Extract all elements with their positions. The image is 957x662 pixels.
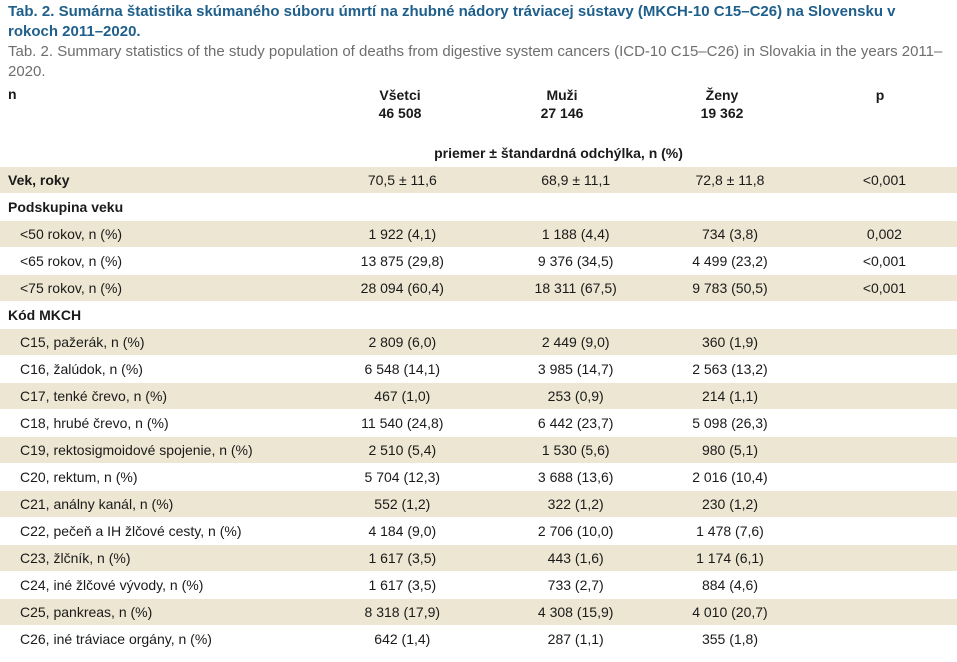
cell-men: 733 (2,7) [503,572,648,599]
cell-p [812,356,957,383]
table-row [0,491,957,518]
table-row [0,275,957,302]
stats-table-body [0,167,957,653]
cell-men: 443 (1,6) [503,545,648,572]
cell-men: 3 985 (14,7) [503,356,648,383]
cell-all: 4 184 (9,0) [301,518,503,545]
header-n: n [8,86,17,102]
header-men [492,86,632,122]
cell-men: 3 688 (13,6) [503,464,648,491]
cell-women: 5 098 (26,3) [648,410,812,437]
cell-women: 734 (3,8) [648,221,812,248]
cell-p [812,572,957,599]
cell-all [301,194,503,221]
cell-all: 642 (1,4) [301,626,503,653]
cell-men: 287 (1,1) [503,626,648,653]
cell-all: 5 704 (12,3) [301,464,503,491]
table-row [0,572,957,599]
cell-women: 884 (4,6) [648,572,812,599]
table-row [0,518,957,545]
cell-p [812,437,957,464]
row-label: C20, rektum, n (%) [0,464,301,491]
row-label: C26, iné tráviace orgány, n (%) [0,626,301,653]
row-label: C25, pankreas, n (%) [0,599,301,626]
cell-women: 360 (1,9) [648,329,812,356]
cell-p [812,302,957,329]
table-header [0,82,957,140]
row-label: C24, iné žlčové vývody, n (%) [0,572,301,599]
cell-women [648,302,812,329]
cell-women: 980 (5,1) [648,437,812,464]
cell-p [812,491,957,518]
header-all-n: 46 508 [378,105,422,121]
cell-all: 1 617 (3,5) [301,572,503,599]
cell-women: 355 (1,8) [648,626,812,653]
cell-p [812,329,957,356]
cell-men: 322 (1,2) [503,491,648,518]
cell-men: 68,9 ± 11,1 [503,167,648,194]
cell-all: 1 617 (3,5) [301,545,503,572]
cell-p [812,599,957,626]
cell-all: 2 809 (6,0) [301,329,503,356]
cell-men: 253 (0,9) [503,383,648,410]
cell-women: 214 (1,1) [648,383,812,410]
cell-p: <0,001 [812,275,957,302]
table-row [0,383,957,410]
header-women-label: Ženy [705,87,739,103]
cell-women: 4 010 (20,7) [648,599,812,626]
header-all-label: Všetci [379,87,421,103]
cell-women: 2 016 (10,4) [648,464,812,491]
cell-all [301,302,503,329]
table-row [0,410,957,437]
table-row [0,167,957,194]
header-women-n: 19 362 [700,105,744,121]
table-row [0,194,957,221]
cell-all: 13 875 (29,8) [301,248,503,275]
header-p: p [875,87,885,103]
row-label: C19, rektosigmoidové spojenie, n (%) [0,437,301,464]
cell-women: 1 478 (7,6) [648,518,812,545]
table-caption [0,0,957,82]
cell-all: 1 922 (4,1) [301,221,503,248]
cell-women [648,194,812,221]
cell-all: 11 540 (24,8) [301,410,503,437]
row-label: Podskupina veku [0,194,301,221]
header-men-label: Muži [546,87,578,103]
cell-women: 4 499 (23,2) [648,248,812,275]
cell-all: 6 548 (14,1) [301,356,503,383]
cell-men: 9 376 (34,5) [503,248,648,275]
row-label: C21, análny kanál, n (%) [0,491,301,518]
row-label: <50 rokov, n (%) [0,221,301,248]
row-label: C23, žlčník, n (%) [0,545,301,572]
cell-women: 1 174 (6,1) [648,545,812,572]
table-row [0,626,957,653]
cell-all: 552 (1,2) [301,491,503,518]
table-row [0,221,957,248]
cell-men: 18 311 (67,5) [503,275,648,302]
cell-men: 4 308 (15,9) [503,599,648,626]
cell-women: 72,8 ± 11,8 [648,167,812,194]
row-label: Vek, roky [0,167,301,194]
header-all [330,86,470,122]
cell-men: 2 706 (10,0) [503,518,648,545]
cell-p [812,518,957,545]
cell-women: 9 783 (50,5) [648,275,812,302]
cell-p [812,545,957,572]
cell-all: 2 510 (5,4) [301,437,503,464]
cell-p: 0,002 [812,221,957,248]
cell-all: 28 094 (60,4) [301,275,503,302]
cell-p [812,194,957,221]
row-label: <75 rokov, n (%) [0,275,301,302]
table-row [0,437,957,464]
stats-table [0,167,957,653]
row-label: C22, pečeň a IH žlčové cesty, n (%) [0,518,301,545]
cell-men: 2 449 (9,0) [503,329,648,356]
row-label: C15, pažerák, n (%) [0,329,301,356]
cell-all: 467 (1,0) [301,383,503,410]
table-row [0,356,957,383]
cell-women: 2 563 (13,2) [648,356,812,383]
header-men-n: 27 146 [540,105,584,121]
cell-p [812,464,957,491]
table-row [0,464,957,491]
cell-men [503,194,648,221]
table-row [0,599,957,626]
table-row [0,545,957,572]
cell-men: 1 188 (4,4) [503,221,648,248]
cell-p [812,626,957,653]
table-row [0,248,957,275]
row-label: <65 rokov, n (%) [0,248,301,275]
cell-all: 8 318 (17,9) [301,599,503,626]
cell-all: 70,5 ± 11,6 [301,167,503,194]
row-label: Kód MKCH [0,302,301,329]
cell-men: 6 442 (23,7) [503,410,648,437]
cell-p: <0,001 [812,167,957,194]
header-women [652,86,792,122]
table-row [0,329,957,356]
cell-women: 230 (1,2) [648,491,812,518]
cell-p [812,410,957,437]
table-subheader: priemer ± štandardná odchýlka, n (%) [434,145,683,161]
row-label: C16, žalúdok, n (%) [0,356,301,383]
cell-men: 1 530 (5,6) [503,437,648,464]
caption-title-sk: Tab. 2. Sumárna štatistika skúmaného súboru úmrtí na zhubné nádory tráviacej sústavy (MKCH-10 C15–C26) na Slovensku v rokoch 2011–2020. [8,3,896,40]
cell-men [503,302,648,329]
row-label: C17, tenké črevo, n (%) [0,383,301,410]
table-row [0,302,957,329]
row-label: C18, hrubé črevo, n (%) [0,410,301,437]
cell-p [812,383,957,410]
cell-p: <0,001 [812,248,957,275]
caption-title-en: Tab. 2. Summary statistics of the study population of deaths from digestive system cancers (ICD-10 C15–C26) in Slovakia in the years 2011–2020. [8,43,943,80]
